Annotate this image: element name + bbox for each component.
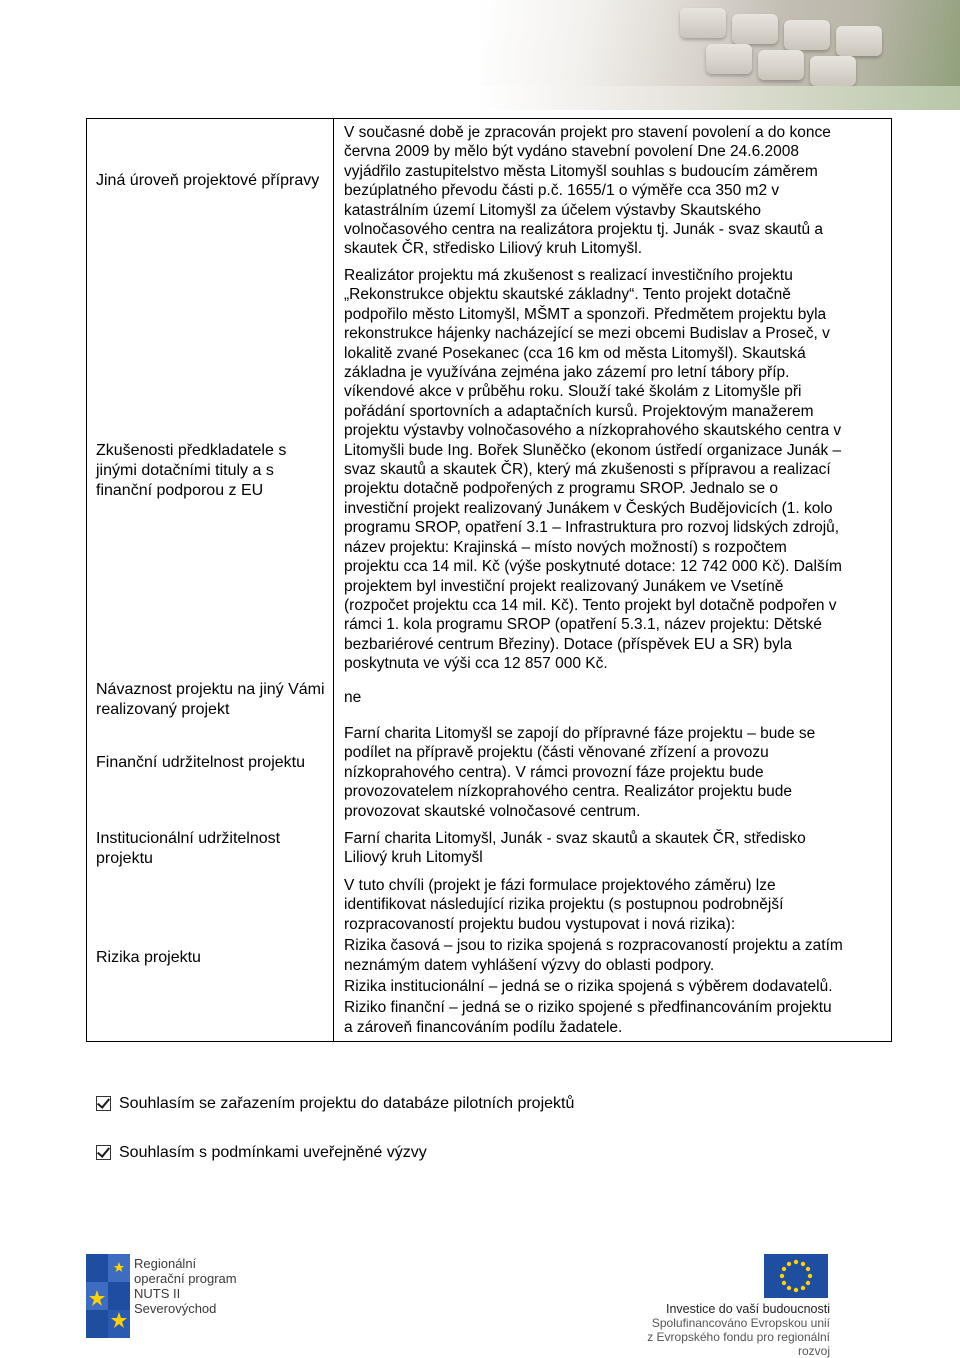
label-jina-uroven: Jiná úroveň projektové přípravy: [96, 172, 320, 189]
consent-database-label: Souhlasím se zařazením projektu do databáze pilotních projektů: [119, 1095, 575, 1112]
header-banner-image: [480, 0, 960, 110]
consent-conditions-checkbox[interactable]: [96, 1145, 111, 1160]
consent-conditions-row[interactable]: [96, 1143, 427, 1162]
text-institucionalni-udrzitelnost: Farní charita Litomyšl, Junák - svaz skautů a skautek ČR, středisko Liliový kruh Litomyšl: [344, 830, 806, 867]
eu-logo: [640, 1254, 840, 1358]
label-financni-udrzitelnost: Finanční udržitelnost projektu: [96, 754, 305, 771]
label-institucionalni-udrzitelnost: Institucionální udržitelnost projektu: [96, 830, 281, 867]
rop-logo-mark-icon: [86, 1254, 130, 1338]
label-column: [87, 119, 334, 1042]
consent-conditions-label: Souhlasím s podmínkami uveřejněné výzvy: [119, 1144, 427, 1161]
eu-flag-icon: [764, 1254, 828, 1298]
text-navaznost: ne: [344, 689, 362, 706]
content-column: [334, 119, 892, 1042]
rop-logo-text: Regionální operační program NUTS II Severovýchod: [134, 1256, 237, 1316]
text-financni-udrzitelnost: Farní charita Litomyšl se zapojí do přípravné fáze projektu – bude se podílet na přípravě projektu (části věnované zřízení a provozu nízkoprahového centra). V rámci provozní fáze projektu bude provozovatelem nízkoprahového centra. Realizátor projektu bude provozovat skautské volnočasové centrum.: [344, 725, 816, 820]
label-navaznost: Návaznost projektu na jiný Vámi realizovaný projekt: [96, 681, 325, 718]
rop-severovychod-logo: [86, 1254, 266, 1338]
consent-database-row[interactable]: [96, 1094, 574, 1113]
label-zkusenosti: Zkušenosti předkladatele s jinými dotačními tituly a s finanční podporou z EU: [96, 442, 287, 499]
eu-logo-text: Investice do vaší budoucnosti Spolufinancováno Evropskou unií z Evropského fondu pro regionální rozvoj: [647, 1302, 830, 1358]
text-rizika: V tuto chvíli (projekt je fázi formulace projektového záměru) lze identifikovat následující rizika projektu (s postupnou podrobnější rozpracovaností projektu budou vystupovat i nová rizika): Rizika časová – jsou to rizika spojená s rozpracovaností projektu a zatím neznámým datem vyhlášení výzvy do oblasti podpory. Rizika institucionální – jedná se o rizika spojená s výběrem dodavatelů. Riziko finanční – jedná se o riziko spojené s předfinancováním projektu a zároveň financováním podílu žadatele.: [344, 877, 843, 1036]
consent-database-checkbox[interactable]: [96, 1096, 111, 1111]
text-zkusenosti: Realizátor projektu má zkušenost s realizací investičního projektu „Rekonstrukce objektu skautské základny“. Tento projekt dotačně podpořilo město Litomyšl, MŠMT a sponzoři. Předmětem projektu byla rekonstrukce hájenky nacházející se mezi obcemi Budislav a Proseč, v lokalitě zvané Posekanec (cca 16 km od města Litomyšl). Skautská základna je využívána zejména jako zázemí pro letní tábory příp. víkendové akce v průběhu roku. Slouží také školám z Litomyšle při pořádání sportovních a adaptačních kursů. Projektovým manažerem projektu výstavby volnočasového a nízkoprahového skautského centra v Litomyšli bude Ing. Bořek Sluněčko (ekonom ústředí organizace Junák – svaz skautů a skautek ČR), který má zkušenosti s přípravou a realizací projektu dotačně podpořených z programu SROP. Jednalo se o investiční projekt realizovaný Junákem v Českých Budějovicích (1. kolo programu SROP, opatření 3.1 – Infrastruktura pro rozvoj lidských zdrojů, název projektu: Krajinská – místo nových možností) s rozpočtem projektu cca 14 mil. Kč (výše poskytnuté dotace: 12 742 000 Kč). Dalším projektem byl investiční projekt realizovaný Junákem ve Vsetíně (rozpočet projektu cca 14 mil. Kč). Tento projekt byl dotačně podpořen v rámci 1. kola programu SROP (opatření 5.3.1, název projektu: Dětské bezbariérové centrum Březiny). Dotace (příspěvek EU a SR) byla poskytnuta ve výši cca 12 857 000 Kč.: [344, 267, 842, 673]
text-jina-uroven: V současné době je zpracován projekt pro stavení povolení a do konce června 2009 by mělo být vydáno stavební povolení Dne 24.6.2008 vyjádřilo zastupitelstvo města Litomyšl souhlas s budoucím záměrem bezúplatného převodu části p.č. 1655/1 o výměře cca 350 m2 v katastrálním území Litomyšl za účelem výstavby Skautského volnočasového centra na realizátora projektu tj. Junák - svaz skautů a skautek ČR, středisko Liliový kruh Litomyšl.: [344, 124, 831, 258]
project-info-table: [86, 118, 892, 1042]
label-rizika: Rizika projektu: [96, 949, 201, 966]
